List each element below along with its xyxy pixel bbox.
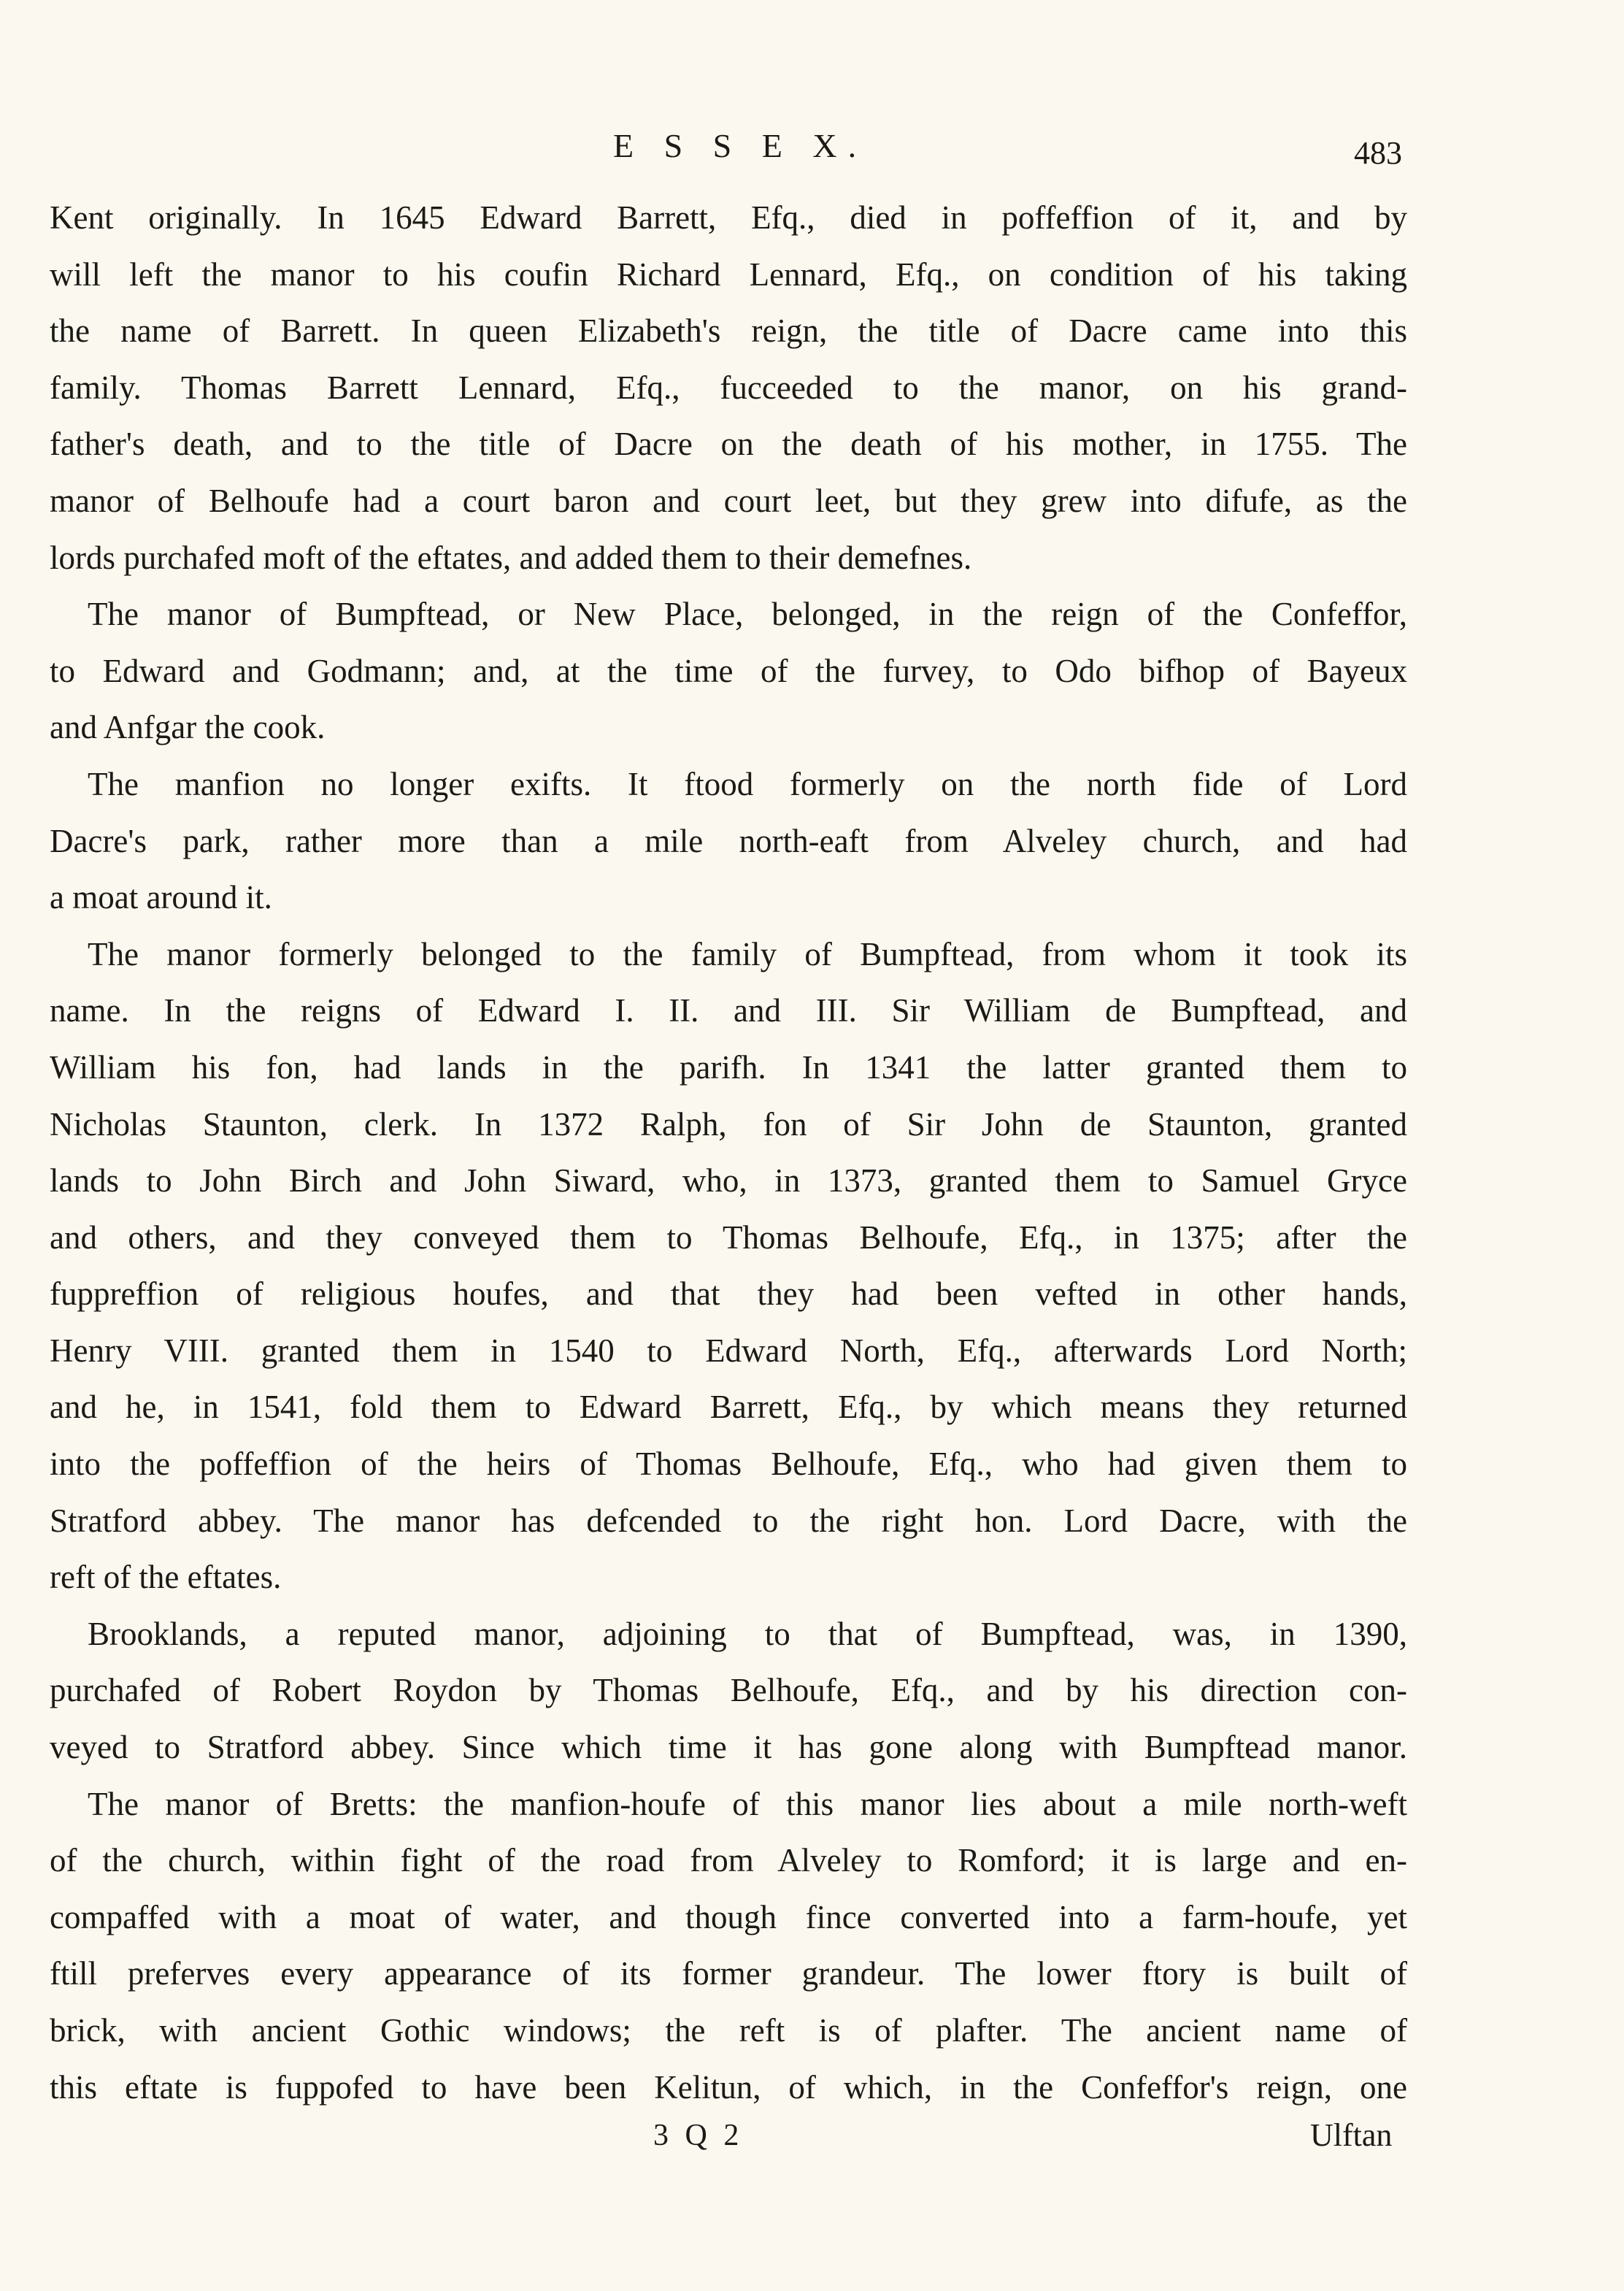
text-line: lands to John Birch and John Siward, who, in 1373, granted them to Samuel Gryce [50, 1162, 1407, 1200]
text-line: and Anfgar the cook. [50, 709, 326, 746]
text-line: manor of Belhoufe had a court baron and court leet, but they grew into difufe, as the [50, 482, 1407, 519]
text-line: father's death, and to the title of Dacre on the death of his mother, in 1755. The [50, 426, 1407, 463]
text-line: Dacre's park, rather more than a mile north-eaft from Alveley church, and had [50, 822, 1407, 859]
text-line: ftill preferves every appearance of its former grandeur. The lower ftory is built of [50, 1955, 1407, 1992]
text-line: the name of Barrett. In queen Elizabeth's reign, the title of Dacre came into this [50, 312, 1407, 350]
text-line: Stratford abbey. The manor has defcended to the right hon. Lord Dacre, with the [50, 1502, 1407, 1539]
body-text [50, 190, 1407, 2116]
page-number: 483 [1354, 135, 1402, 171]
text-line: to Edward and Godmann; and, at the time of the furvey, to Odo bifhop of Bayeux [50, 652, 1407, 689]
text-line: Henry VIII. granted them in 1540 to Edward North, Efq., afterwards Lord North; [50, 1332, 1407, 1369]
text-line: into the poffeffion of the heirs of Thomas Belhoufe, Efq., who had given them to [50, 1446, 1407, 1483]
text-line: fuppreffion of religious houfes, and that they had been vefted in other hands, [50, 1275, 1407, 1313]
text-line: The manfion no longer exifts. It ftood formerly on the north fide of Lord [88, 765, 1407, 802]
text-line: reft of the eftates. [50, 1559, 282, 1596]
text-line: Brooklands, a reputed manor, adjoining to that of Bumpftead, was, in 1390, [88, 1615, 1407, 1652]
text-line: compaffed with a moat of water, and though fince converted into a farm-houfe, yet [50, 1898, 1407, 1935]
text-line: lords purchafed moft of the eftates, and added them to their demefnes. [50, 539, 972, 576]
running-head [0, 120, 1624, 172]
text-line: William his fon, had lands in the parifh. In 1341 the latter granted them to [50, 1048, 1407, 1086]
text-line: and he, in 1541, fold them to Edward Barrett, Efq., by which means they returned [50, 1389, 1407, 1426]
text-line: Nicholas Staunton, clerk. In 1372 Ralph, fon of Sir John de Staunton, granted [50, 1105, 1407, 1143]
text-line: The manor formerly belonged to the family of Bumpftead, from whom it took its [88, 935, 1407, 972]
text-line: brick, with ancient Gothic windows; the reft is of plafter. The ancient name of [50, 2012, 1407, 2049]
signature-mark: 3 Q 2 [653, 2119, 744, 2152]
page-footer [0, 2106, 1624, 2165]
text-line: purchafed of Robert Roydon by Thomas Belhoufe, Efq., and by his direction con- [50, 1672, 1407, 1709]
text-line: veyed to Stratford abbey. Since which time it has gone along with Bumpftead manor. [50, 1729, 1407, 1766]
text-line: will left the manor to his coufin Richard Lennard, Efq., on condition of his taking [50, 256, 1407, 293]
catchword: Ulftan [1310, 2117, 1393, 2153]
text-line: family. Thomas Barrett Lennard, Efq., fucceeded to the manor, on his grand- [50, 369, 1407, 406]
text-line: name. In the reigns of Edward I. II. and III. Sir William de Bumpftead, and [50, 992, 1407, 1029]
text-line: and others, and they conveyed them to Thomas Belhoufe, Efq., in 1375; after the [50, 1219, 1407, 1256]
text-line: of the church, within fight of the road from Alveley to Romford; it is large and en- [50, 1842, 1407, 1879]
text-line: Kent originally. In 1645 Edward Barrett, Efq., died in poffeffion of it, and by [50, 199, 1407, 236]
text-line: The manor of Bumpftead, or New Place, belonged, in the reign of the Confeffor, [88, 596, 1407, 633]
text-line: The manor of Bretts: the manfion-houfe of this manor lies about a mile north-weft [88, 1785, 1407, 1822]
running-title: E S S E X. [613, 127, 868, 164]
text-line: this eftate is fuppofed to have been Kelitun, of which, in the Confeffor's reign, one [50, 2068, 1407, 2106]
text-line: a moat around it. [50, 879, 272, 916]
